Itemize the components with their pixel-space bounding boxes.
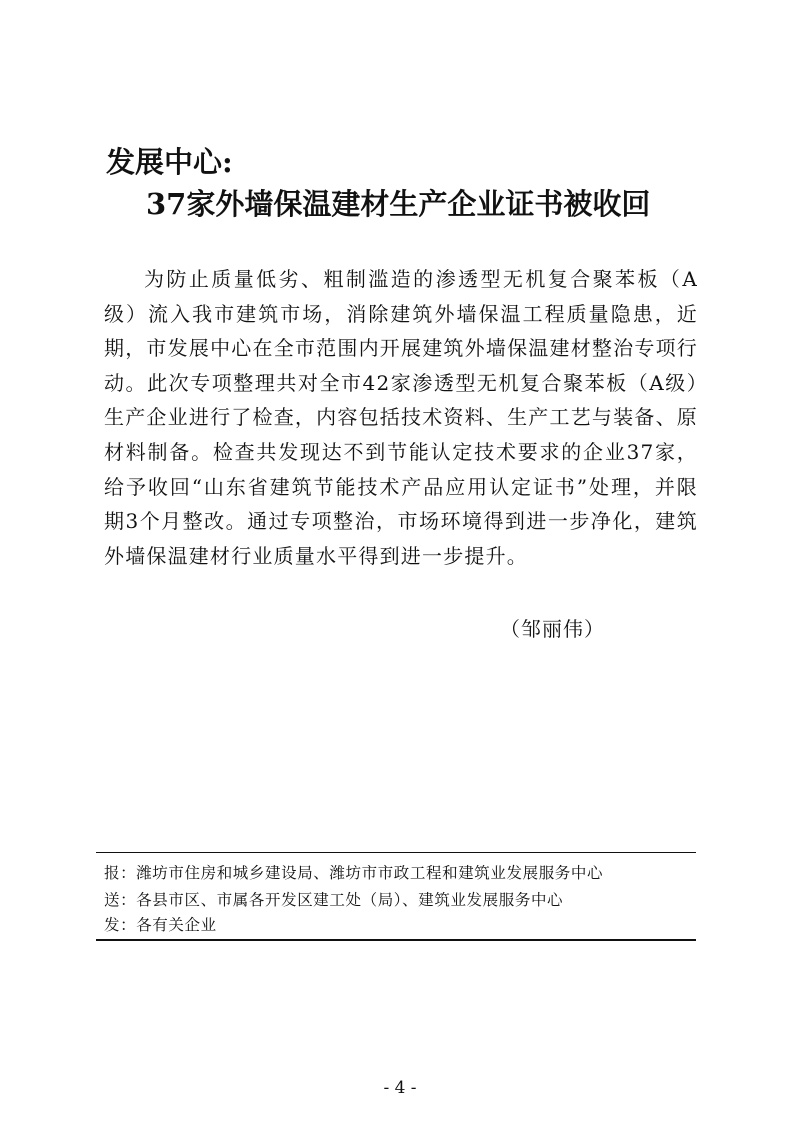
article-title: 37家外墙保温建材生产企业证书被收回 (146, 187, 651, 221)
distribution-box (96, 852, 696, 941)
send-to-line: 送：各县市区、市属各开发区建工处（局）、建筑业发展服务中心 (104, 891, 564, 909)
report-to-line: 报：潍坊市住房和城乡建设局、潍坊市市政工程和建筑业发展服务中心 (104, 864, 604, 882)
article-author: （邹丽伟） (500, 617, 605, 641)
article-title-source: 发展中心: (106, 145, 233, 179)
article-body: 为防止质量低劣、粗制滥造的渗透型无机复合聚苯板（A级）流入我市建筑市场，消除建筑外墙保温工程质量隐患，近期，市发展中心在全市范围内开展建筑外墙保温建材整治专项行动。此次专项整理共对全市42家渗透型无机复合聚苯板（A级）生产企业进行了检查，内容包括技术资料、生产工艺与装备、原材料制备。检查共发现达不到节能认定技术要求的企业37家，给予收回“山东省建筑节能技术产品应用认定证书”处理，并限期3个月整改。通过专项整治，市场环境得到进一步净化，建筑外墙保温建材行业质量水平得到进一步提升。 (104, 267, 698, 568)
page-number: - 4 - (383, 1078, 417, 1098)
issue-to-line: 发：各有关企业 (104, 916, 217, 934)
